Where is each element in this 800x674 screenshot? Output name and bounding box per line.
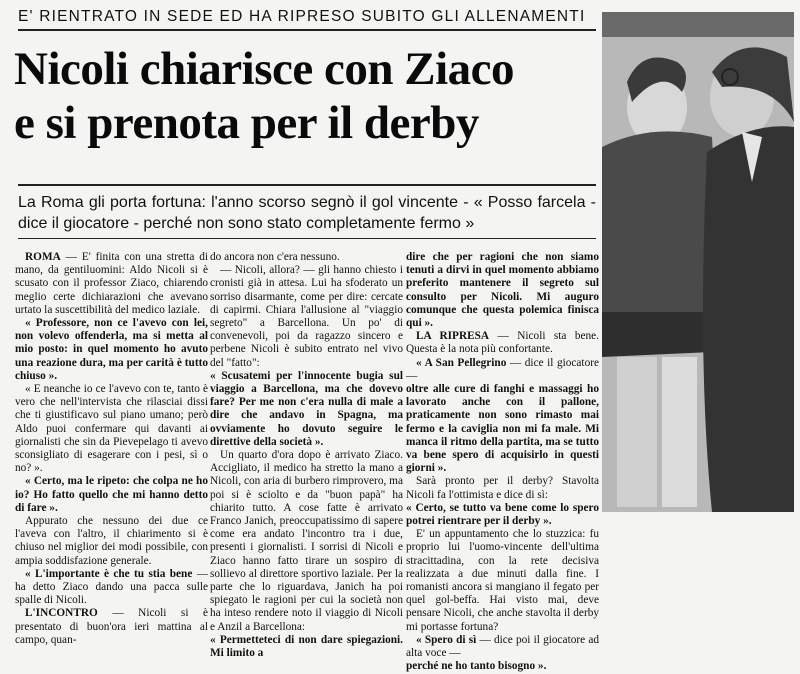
paragraph-text: — E' finita con una stretta di mano, da gentiluomini: Aldo Nicoli si è scusato con il professor Ziaco, chiarendo meglio certe dichiarazioni che avevano urtato la suscettibilità del medico laziale. <box>15 251 208 316</box>
paragraph-text: « E neanche io ce l'avevo con te, tanto è vero che nell'intervista che rilasciai dissi che ti giustificavo sul piano umano; però Aldo puoi confermare qui davanti ai giornalisti che sin da Pievepelago ti avevo sconsigliato di esagerare con i pesi, sì o no? ». <box>15 383 208 475</box>
article-paragraph <box>15 317 208 383</box>
bold-lead: « Certo, ma le ripeto: che colpa ne ho io? Ho fatto quello che mi hanno detto di fare ». <box>15 475 208 514</box>
article-paragraph <box>15 607 208 647</box>
paragraph-text: — ha detto Ziaco dando una pacca sulle spalle di Nicoli. <box>15 567 208 607</box>
bold-lead: « Spero di sì <box>416 633 477 646</box>
paragraph-text: E' un appuntamento che lo stuzzica: fu proprio lui l'uomo-vincente dell'ultima stracittadina, con la rete decisiva realizzata a due minuti dalla fine. I romanisti ancora si mangiano il fegato per quel gol-beffa. Hai visto mai, deve pensare Nicoli, che anche stavolta il derby mi portasse fortuna? <box>406 528 599 633</box>
paragraph-text: do ancora non c'era nessuno. <box>210 251 340 263</box>
paragraph-text: Sarà pronto per il derby? Stavolta Nicoli fa l'ottimista e dice di sì: <box>406 475 599 501</box>
paragraph-text: — Nicoli si è presentato di buon'ora ieri mattina al campo, quan- <box>15 607 208 646</box>
bold-lead: dire che per ragioni che non siamo tenuti a dirvi in quel momento abbiamo preferito mantenere il segreto sul consulto per Nicoli. Mi auguro comunque che questa polemica finisca qui ». <box>406 251 599 330</box>
headline-line-1: Nicoli chiarisce con Ziaco <box>14 43 514 95</box>
article-paragraph <box>406 634 599 660</box>
article-paragraph <box>210 449 403 634</box>
article-paragraph <box>15 515 208 568</box>
article-paragraph <box>15 251 208 317</box>
article-paragraph <box>210 634 403 660</box>
article-paragraph <box>15 568 208 608</box>
photo-image <box>602 12 794 512</box>
paragraph-text: Appurato che nessuno dei due ce l'aveva con l'altro, il chiarimento si è chiuso nel miglior dei modi possibile, con ampia soddisfazione generale. <box>15 515 208 567</box>
bold-lead: « Professore, non ce l'avevo con lei, non volevo offenderla, ma si metta al mio posto: in quel momento ho avuto una reazione dura, ma per carità è tutto chiuso ». <box>15 317 208 382</box>
bold-lead: perché ne ho tanto bisogno ». <box>406 660 547 673</box>
bold-lead: « Certo, se tutto va bene come lo spero potrei rientrare per il derby ». <box>406 501 599 528</box>
article-paragraph <box>406 660 599 673</box>
article-photo <box>602 12 794 512</box>
bold-lead: LA RIPRESA <box>416 330 490 343</box>
kicker-headline: E' RIENTRATO IN SEDE ED HA RIPRESO SUBITO GLI ALLENAMENTI <box>18 8 596 31</box>
headline-line-2: e si prenota per il derby <box>14 97 479 149</box>
article-paragraph <box>210 370 403 449</box>
paragraph-text: — Nicoli sta bene. Questa è la nota più confortante. <box>406 330 600 356</box>
bold-lead: ROMA <box>25 251 61 263</box>
paragraph-text: — dice poi il giocatore ad alta voce — <box>406 633 599 660</box>
paragraph-text: — dice il giocatore — <box>406 356 599 382</box>
article-paragraph <box>406 502 599 528</box>
article-paragraph <box>406 383 599 475</box>
headline <box>14 42 604 150</box>
article-paragraph <box>406 475 599 501</box>
article-paragraph <box>406 357 599 383</box>
article-column-3 <box>406 251 599 674</box>
article-paragraph <box>406 330 599 356</box>
bold-lead: « Scusatemi per l'innocente bugia sul viaggio a Barcellona, ma che dovevo fare? Per me non c'era nulla di male a dire che andavo in Spagna, ma ovviamente ho dovuto seguire le direttive della società ». <box>210 369 403 448</box>
article-column-2 <box>210 251 403 660</box>
paragraph-text: — Nicoli, allora? — gli hanno chiesto i cronisti già in attesa. Lui ha sfoderato un sorriso disarmante, come per dire: cercate di capirmi. Chiara l'allusione al "viaggio segreto" a Barcellona. Un po' di convenevoli, poi da ragazzo sincero e perbene Nicoli è subito entrato nel vivo del "fatto": <box>210 264 403 369</box>
bold-lead: oltre alle cure di fanghi e massaggi ho lavorato anche con il pallone, praticamente non sono rimasto mai fermo e la caviglia non mi fa male. Mi manca il ritmo della partita, ma se tutto va bene spero di acquisirlo in questi giorni ». <box>406 383 599 475</box>
article-paragraph <box>210 264 403 370</box>
bold-lead: L'INCONTRO <box>25 607 98 620</box>
article-paragraph <box>15 475 208 515</box>
article-paragraph <box>406 251 599 330</box>
bold-lead: « Permetteteci di non dare spiegazioni. Mi limito a <box>210 633 403 660</box>
bold-lead: « A San Pellegrino <box>416 356 507 369</box>
article-paragraph <box>210 251 403 264</box>
bold-lead: « L'importante è che tu stia bene <box>25 567 193 580</box>
article-column-1 <box>15 251 208 647</box>
article-paragraph <box>15 383 208 475</box>
subheadline: La Roma gli porta fortuna: l'anno scorso segnò il gol vincente - « Posso farcela - dice il giocatore - perché non sono stato completamente fermo » <box>18 184 596 239</box>
article-paragraph <box>406 528 599 634</box>
paragraph-text: Un quarto d'ora dopo è arrivato Ziaco. Accigliato, il medico ha stretto la mano a Nicoli, con aria di burbero rimprovero, ma poi si è sciolto e da "buon papà" ha chiarito tutto. A cose fatte è arrivato Franco Janich, preoccupatissimo di sapere come era andato l'incontro tra i due, presenti i giornalisti. I sorrisi di Nicoli e Ziaco hanno fatto tirare un sospiro di sollievo al direttore sportivo laziale. Per la parte che lo riguardava, Janich ha poi spiegato le ragioni per cui la società non ha inteso rendere noto il viaggio di Nicoli e Anzil a Barcellona: <box>210 449 403 633</box>
